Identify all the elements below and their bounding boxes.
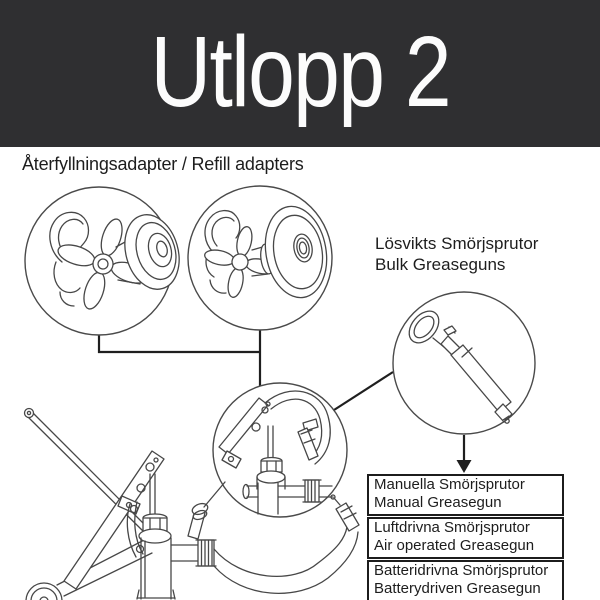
row-label-sv: Luftdrivna Smörjsprutor — [374, 519, 530, 536]
row-label-en: Manual Greasegun — [374, 494, 502, 511]
refill-adapters-label: Återfyllningsadapter / Refill adapters — [22, 154, 304, 174]
table-row-manual — [367, 474, 564, 516]
bulk-label-en: Bulk Greaseguns — [375, 255, 506, 274]
page-title: Utlopp 2 — [150, 15, 450, 128]
detail-pointer-line — [204, 482, 225, 507]
bulk-label-sv: Lösvikts Smörjsprutor — [375, 234, 539, 253]
row-label-sv: Batteridrivna Smörjsprutor — [374, 562, 549, 579]
table-row-air — [367, 517, 564, 559]
greasegun-table — [367, 474, 564, 600]
arrow-down-icon — [457, 435, 472, 473]
bulk-greaseguns-label — [375, 233, 538, 275]
row-label-en: Air operated Greasegun — [374, 537, 535, 554]
table-row-battery — [367, 560, 564, 600]
row-label-sv: Manuella Smörjsprutor — [374, 476, 525, 493]
row-label-en: Batterydriven Greasegun — [374, 580, 541, 597]
